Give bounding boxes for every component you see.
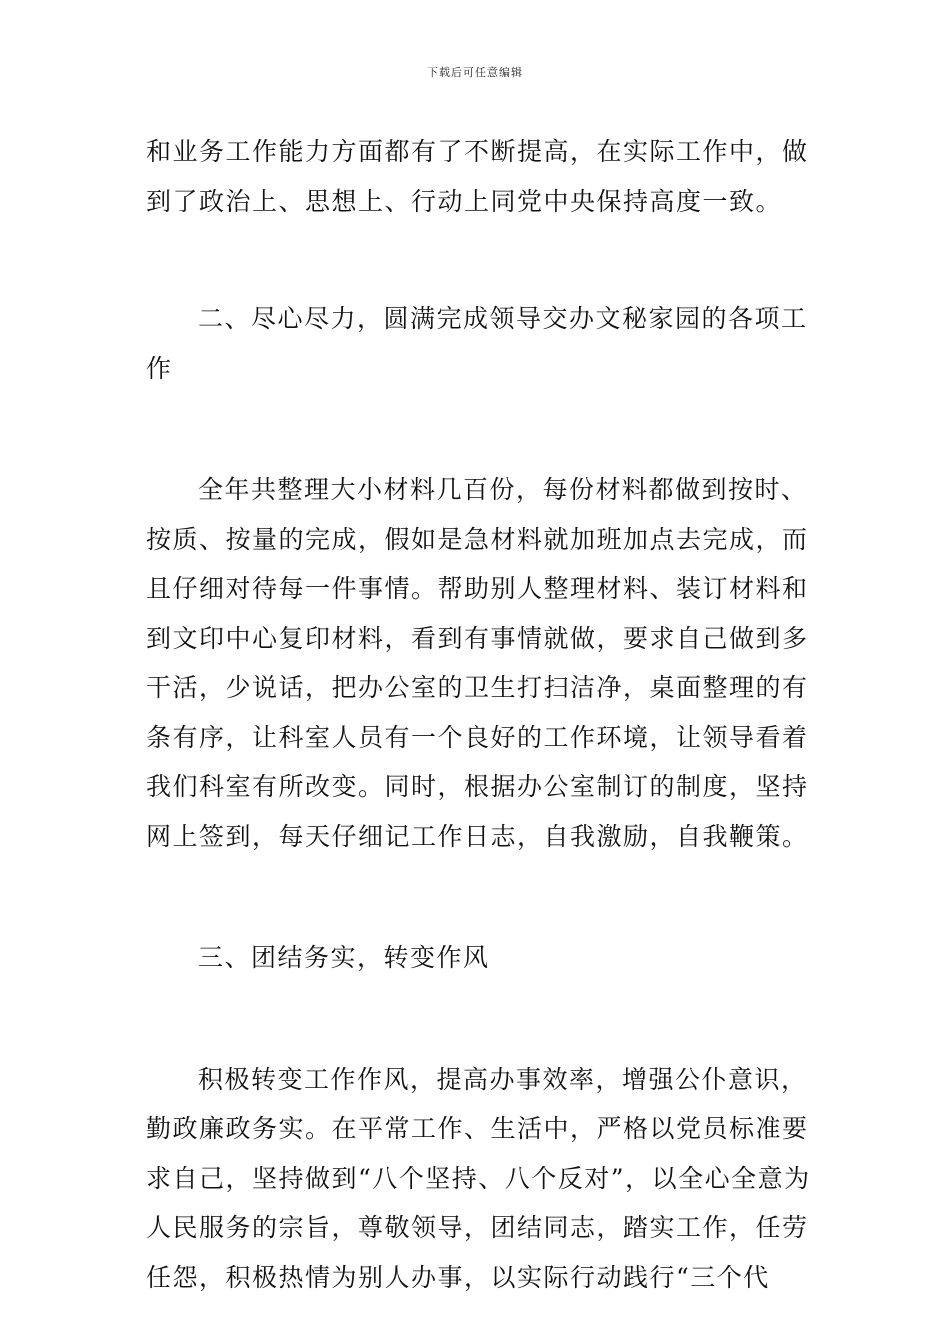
section-heading-2: 二、尽心尽力，圆满完成领导交办文秘家园的各项工作	[146, 304, 808, 383]
document-body	[146, 127, 816, 1302]
page-header: 下载后可任意编辑	[427, 66, 523, 79]
paragraph-materials: 全年共整理大小材料几百份，每份材料都做到按时、按质、按量的完成，假如是急材料就加班加点去完成，而且仔细对待每一件事情。帮助别人整理材料、装订材料和到文印中心复印材料，看到有事情就做，要求自己做到多干活，少说话，把办公室的卫生打扫洁净，桌面整理的有条有序，让科室人员有一个良好的工作环境，让领导看着我们科室有所改变。同时，根据办公室制订的制度，坚持网上签到，每天仔细记工作日志，自我激励，自我鞭策。	[146, 475, 809, 851]
paragraph-continuation: 和业务工作能力方面都有了不断提高，在实际工作中，做到了政治上、思想上、行动上同党中央保持高度一致。	[146, 137, 809, 216]
paragraph-work-style: 积极转变工作作风，提高办事效率，增强公仆意识，勤政廉政务实。在平常工作、生活中，严格以党员标准要求自己，坚持做到“八个坚持、八个反对”，以全心全意为人民服务的宗旨，尊敬领导，团结同志，踏实工作，任劳任怨，积极热情为别人办事，以实际行动践行“三个代	[146, 1064, 811, 1292]
section-heading-3: 三、团结务实，转变作风	[198, 943, 490, 972]
